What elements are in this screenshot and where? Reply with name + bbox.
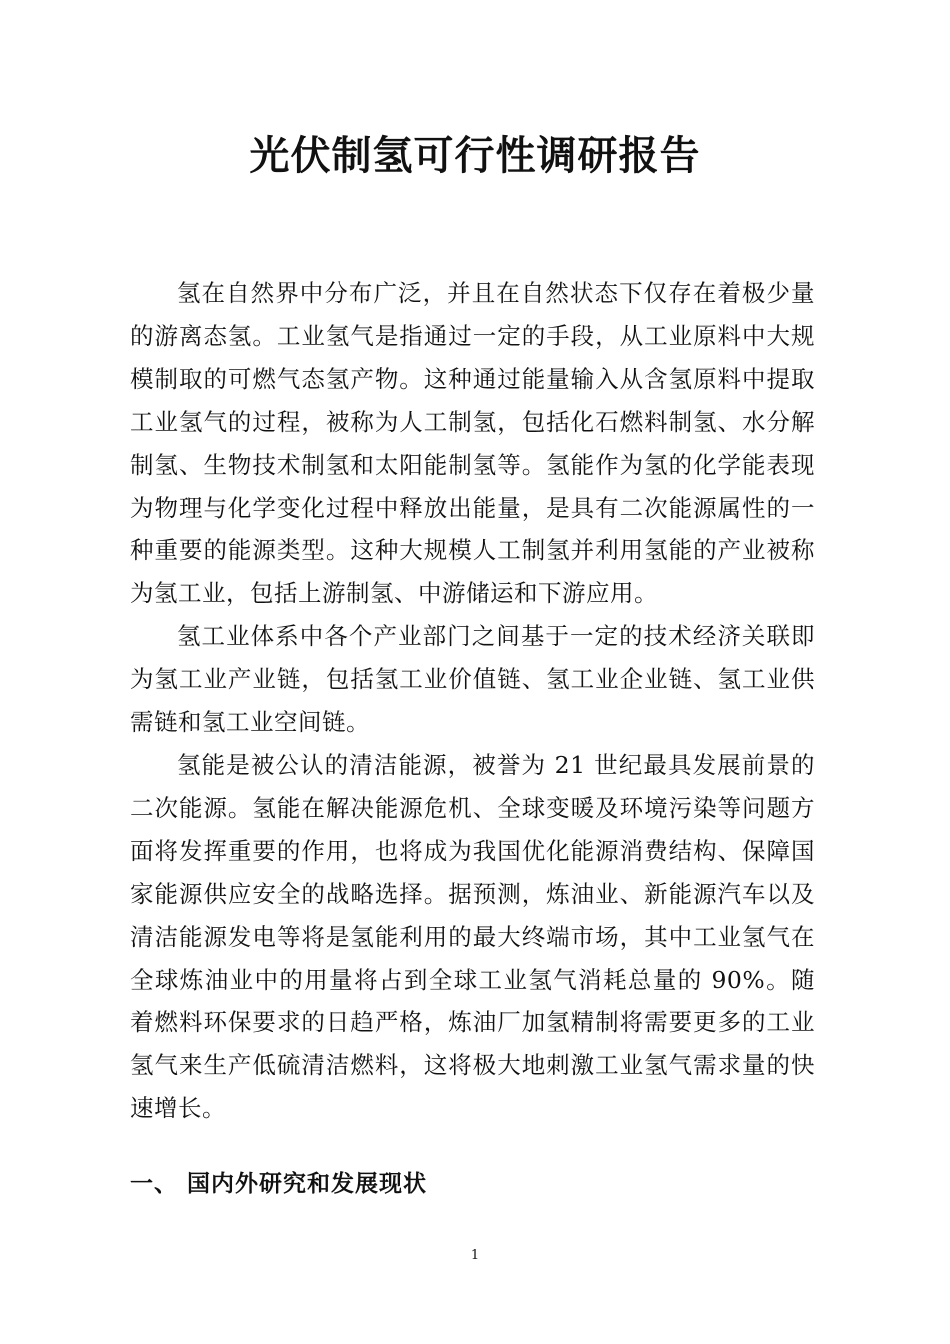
paragraph-2: 氢工业体系中各个产业部门之间基于一定的技术经济关联即为氢工业产业链，包括氢工业价值链、氢工业企业链、氢工业供需链和氢工业空间链。: [130, 622, 815, 737]
document-title: 光伏制氢可行性调研报告: [249, 133, 701, 179]
page-number: 1: [470, 1248, 480, 1263]
paragraph-3: 氢能是被公认的清洁能源，被誉为 21 世纪最具发展前景的二次能源。氢能在解决能源危机、全球变暖及环境污染等问题方面将发挥重要的作用，也将成为我国优化能源消费结构、保障国家能源供应安全的战略选择。据预测，炼油业、新能源汽车以及清洁能源发电等将是氢能利用的最大终端市场，其中工业氢气在全球炼油业中的用量将占到全球工业氢气消耗总量的 90%。随着燃料环保要求的日趋严格，炼油厂加氢精制将需要更多的工业氢气来生产低硫清洁燃料，这将极大地刺激工业氢气需求量的快速增长。: [130, 750, 815, 1123]
document-body: [130, 272, 815, 1130]
section-heading: 一、 国内外研究和发展现状: [130, 1171, 428, 1197]
paragraph-1: 氢在自然界中分布广泛，并且在自然状态下仅存在着极少量的游离态氢。工业氢气是指通过一定的手段，从工业原料中大规模制取的可燃气态氢产物。这种通过能量输入从含氢原料中提取工业氢气的过程，被称为人工制氢，包括化石燃料制氢、水分解制氢、生物技术制氢和太阳能制氢等。氢能作为氢的化学能表现为物理与化学变化过程中释放出能量，是具有二次能源属性的一种重要的能源类型。这种大规模人工制氢并利用氢能的产业被称为氢工业，包括上游制氢、中游储运和下游应用。: [130, 279, 815, 608]
